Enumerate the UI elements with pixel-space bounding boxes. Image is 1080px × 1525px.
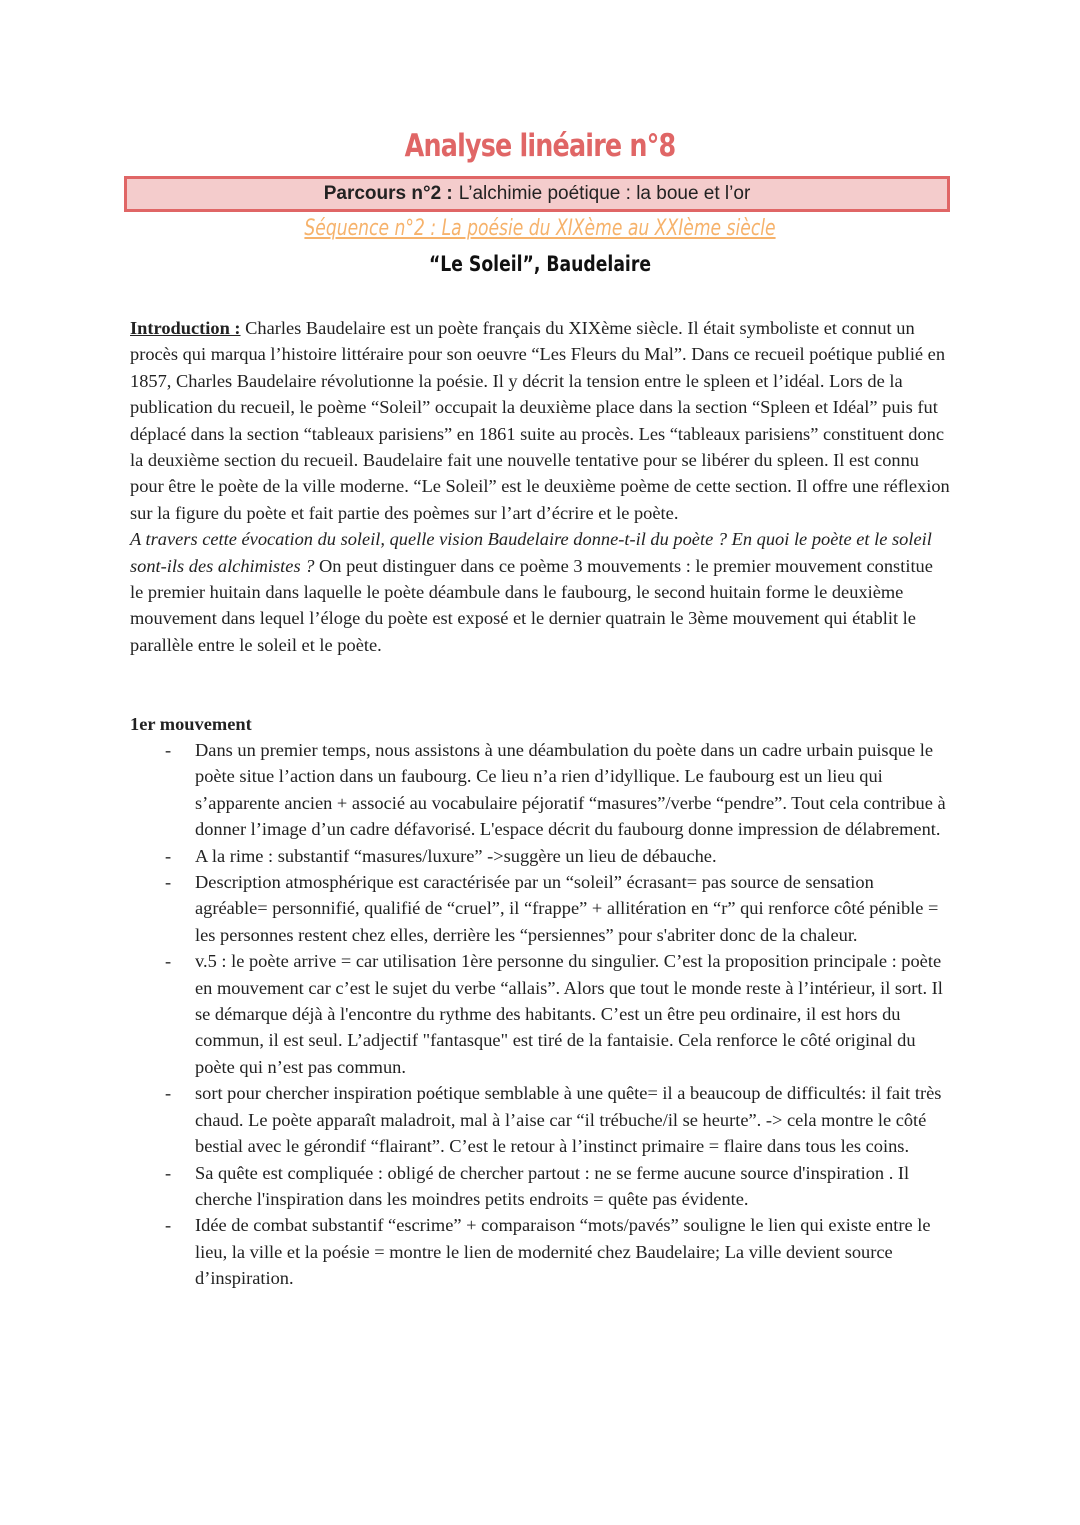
list-item xyxy=(130,948,950,1080)
list-item-text: Description atmosphérique est caractérisée par un “soleil” écrasant= pas source de sensation agréable= personnifié, qualifié de “cruel”, il “frappe” + allitération en “r” qui renforce côté pénible = les personnes restent chez elles, derrière les “persiennes” pour s'abriter donc de la chaleur. xyxy=(195,872,939,945)
list-item-text: v.5 : le poète arrive = car utilisation 1ère personne du singulier. C’est la proposition principale : poète en mouvement car c’est le sujet du verbe “allais”. Alors que tout le monde reste à l’intérieur, il sort. Il se démarque déjà à l'encontre du rythme des habitants. C’est un être peu ordinaire, il est hors du commun, il est seul. L’adjectif "fantasque" est tiré de la fantaisie. Cela renforce le côté original du poète qui n’est pas commun. xyxy=(195,951,943,1077)
list-dash: - xyxy=(165,1083,172,1104)
list-item xyxy=(130,869,950,948)
parcours-banner xyxy=(124,176,950,212)
sequence-subtitle: Séquence n°2 : La poésie du XIXème au XXIème siècle xyxy=(304,216,776,241)
list-item-text: Dans un premier temps, nous assistons à une déambulation du poète dans un cadre urbain puisque le poète situe l’action dans un faubourg. Ce lieu n’a rien d’idyllique. Le faubourg est un lieu qui s’apparente ancien + associé au vocabulaire péjoratif “masures”/verbe “pendre”. Tout cela contribue à donner l’image d’un cadre défavorisé. L'espace décrit du faubourg donne impression de délabrement. xyxy=(195,740,946,840)
parcours-label: Parcours n°2 : xyxy=(323,183,453,204)
list-dash: - xyxy=(165,1215,172,1236)
parcours-text: L’alchimie poétique : la boue et l’or xyxy=(458,183,751,204)
list-item-text: A la rime : substantif “masures/luxure” ->suggère un lieu de débauche. xyxy=(195,845,717,866)
poem-title: “Le Soleil”, Baudelaire xyxy=(428,252,652,276)
list-dash: - xyxy=(165,951,172,972)
list-item-text: sort pour chercher inspiration poétique semblable à une quête= il a beaucoup de difficultés: il fait très chaud. Le poète apparaît maladroit, mal à l’aise car “il trébuche/il se heurte”. -> cela montre le côté bestial avec le gérondif “flairant”. C’est le retour à l’instinct primaire = flaire dans tous les coins. xyxy=(195,1083,942,1157)
plan-text: On peut distinguer dans ce poème 3 mouvements : le premier mouvement constitue le premier huitain dans laquelle le poète déambule dans le faubourg, le second huitain forme le deuxième mouvement dans lequel l’éloge du poète est exposé et le dernier quatrain le 3ème mouvement qui établit le parallèle entre le soleil et le poète. xyxy=(130,555,933,655)
list-item xyxy=(130,843,950,869)
list-dash: - xyxy=(165,845,172,866)
introduction-label: Introduction : xyxy=(130,318,241,338)
list-item xyxy=(130,1160,950,1213)
introduction-text: Charles Baudelaire est un poète français du XIXème siècle. Il était symboliste et connut un procès qui marqua l’histoire littéraire pour son oeuvre “Les Fleurs du Mal”. Dans ce recueil poétique publié en 1857, Charles Baudelaire révolutionne la poésie. Il y décrit la tension entre le spleen et l’idéal. Lors de la publication du recueil, le poème “Soleil” occupait la deuxième place dans la section “Spleen et Idéal” puis fut déplacé dans la section “tableaux parisiens” en 1861 suite au procès. Les “tableaux parisiens” constituent donc la deuxième section du recueil. Baudelaire fait une nouvelle tentative pour se libérer du spleen. Il est connu pour être le poète de la ville moderne. “Le Soleil” est le deuxième poème de cette section. Il offre une réflexion sur la figure du poète et fait partie des poèmes sur l’art d’écrire et le poète. xyxy=(130,318,950,523)
list-dash: - xyxy=(165,1162,172,1183)
section-heading: 1er mouvement xyxy=(130,714,252,734)
list-item-text: Sa quête est compliquée : obligé de chercher partout : ne se ferme aucune source d'inspiration . Il cherche l'inspiration dans les moindres petits endroits = quête pas évidente. xyxy=(195,1162,910,1209)
list-dash: - xyxy=(165,740,172,760)
problematique-text: A travers cette évocation du soleil, quelle vision Baudelaire donne-t-il du poète ? En quoi le poète et le soleil sont-ils des alchimistes ? xyxy=(130,529,932,576)
page-title: Analyse linéaire n°8 xyxy=(404,128,676,164)
list-item xyxy=(130,737,950,843)
mouvement1-list xyxy=(130,737,950,1292)
list-item-text: Idée de combat substantif “escrime” + comparaison “mots/pavés” souligne le lien qui existe entre le lieu, la ville et la poésie = montre le lien de modernité chez Baudelaire; La ville devient source d’inspiration. xyxy=(195,1215,931,1289)
list-dash: - xyxy=(165,872,172,893)
list-item xyxy=(130,1080,950,1159)
list-item xyxy=(130,1212,950,1291)
introduction-paragraph xyxy=(130,315,950,658)
